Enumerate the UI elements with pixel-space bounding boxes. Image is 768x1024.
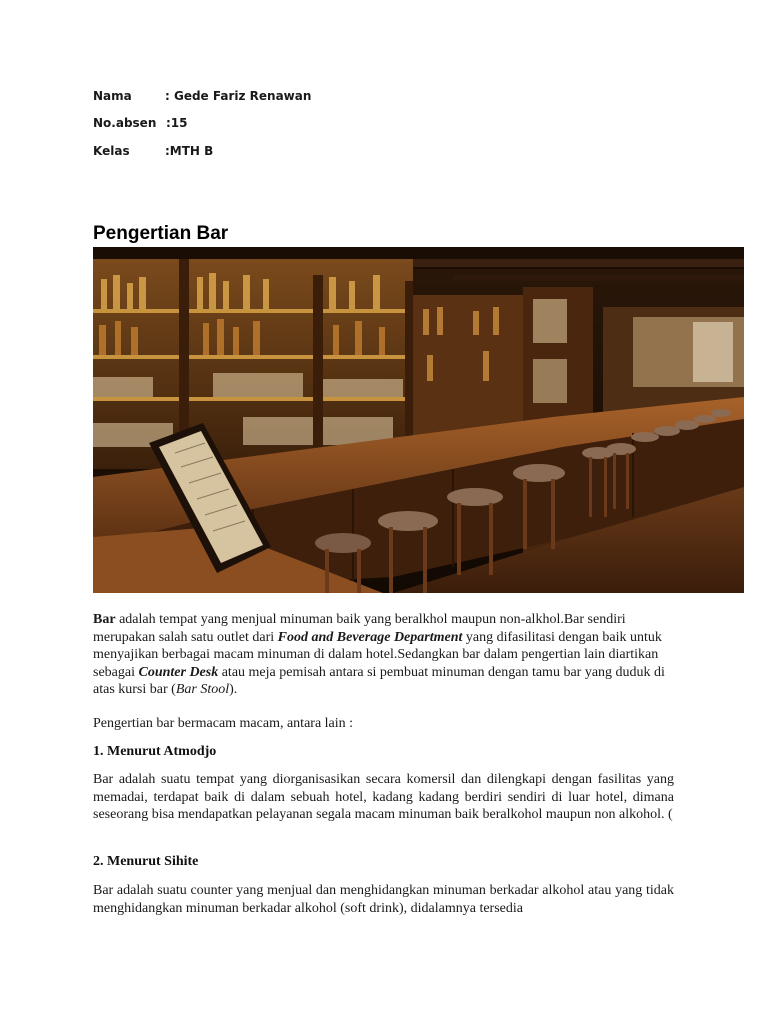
- name-value: : Gede Fariz Renawan: [165, 89, 312, 103]
- name-label: Nama: [93, 89, 132, 103]
- section-2-body: Bar adalah suatu counter yang menjual dan menghidangkan minuman berkadar alkohol atau yang tidak menghidangkan minuman berkadar alkohol (soft drink), didalamnya tersedia: [93, 883, 674, 916]
- section-1-body: Bar adalah suatu tempat yang diorganisasikan secara komersil dan dilengkapi dengan fasilitas yang memadai, terdapat baik di dalam sebuah hotel, kadang kadang berdiri sendiri di luar hotel, dimana seseorang bisa mendapatkan pelayanan segala macam minuman baik beralkohol maupun non alkohol. (: [93, 772, 674, 822]
- section-1-title: 1. Menurut Atmodjo: [93, 744, 217, 759]
- intro-text-3: atau meja pemisah antara si pembuat minuman dengan tamu bar yang duduk di atas kursi bar (: [93, 664, 665, 697]
- intro-paragraph: [93, 611, 674, 699]
- intro-text-1: adalah tempat yang menjual minuman baik yang beralkhol maupun non-alkhol.Bar sendiri merupakan salah satu outlet dari: [93, 612, 626, 645]
- section-2-title: 2. Menurut Sihite: [93, 854, 199, 869]
- kelas-label: Kelas: [93, 144, 130, 158]
- kelas-value: :MTH B: [165, 144, 214, 158]
- absen-label: No.absen: [93, 116, 157, 130]
- lead-paragraph: Pengertian bar bermacam macam, antara lain :: [93, 716, 354, 731]
- term-food-beverage: Food and Beverage Department: [277, 629, 463, 645]
- page-title: Pengertian Bar: [93, 223, 229, 244]
- bar-interior-photo: [93, 247, 744, 593]
- term-bar-stool: Bar Stool: [175, 682, 230, 697]
- intro-text-2: yang difasilitasi dengan baik untuk menyajikan berbagai macam minuman di dalam hotel.Sedangkan bar dalam pengertian lain diartikan sebagai: [93, 629, 662, 680]
- bar-photo-illustration: [93, 247, 744, 593]
- absen-value: :15: [166, 116, 188, 130]
- intro-text-4: ).: [229, 682, 238, 697]
- term-counter-desk: Counter Desk: [138, 664, 219, 680]
- term-bar: Bar: [93, 612, 116, 627]
